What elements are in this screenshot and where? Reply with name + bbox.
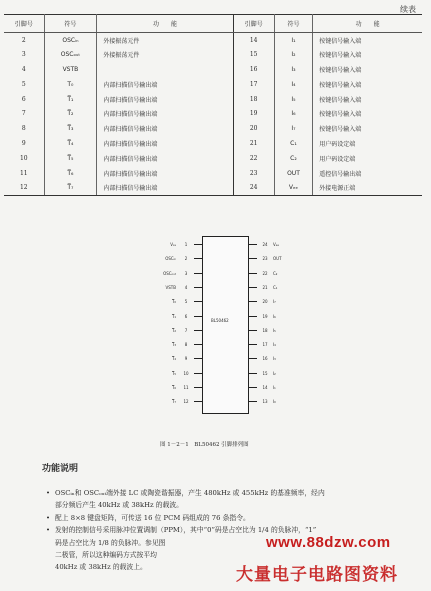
pin-number-cell: 15 [233,47,274,62]
description-line: 部分频后产生 40kHz 或 38kHz 的载波。 [55,501,183,510]
pin-number-cell: 2 [4,33,44,48]
pin-number: 9 [184,356,188,362]
pin-number: 8 [184,342,188,348]
pin-lead [194,301,202,302]
pin-number-cell: 22 [233,151,274,166]
pin-label: VSTB [165,284,176,290]
description-line: 发射的控制信号采用脉冲位置调制（PPM），其中“0”码是占空比为 1/4 的负脉冲，“1” [55,526,317,535]
chip-pin-right [249,298,309,305]
function-cell: 内部扫描信号输出端 [97,136,233,151]
function-cell: 内部扫描信号输出端 [97,106,233,121]
pin-number: 3 [184,270,188,276]
pin-number: 18 [262,327,268,333]
pin-label: I₆ [273,313,276,319]
symbol-cell: T₀ [44,77,97,92]
bullet: • [46,526,51,535]
chip-pin-left [142,270,202,277]
col-pin-number-2: 引脚号 [233,15,274,33]
pin-lead [249,244,257,245]
chip-pin-right [249,355,309,362]
description-line: 配上 8×8 键盘矩阵，可传送 16 位 PCM 码组成的 76 条指令。 [55,513,250,522]
pin-lead [194,330,202,331]
pin-lead [194,401,202,402]
pin-label: T̅₆ [171,385,176,390]
pin-label: I₁ [273,385,276,390]
pin-label: C₂ [273,270,278,276]
symbol-cell: I₄ [274,77,312,92]
table-row [4,151,422,166]
col-pin-number: 引脚号 [4,15,44,33]
function-cell: 内部扫描信号输出端 [97,151,233,166]
pin-function-table [4,14,422,196]
chip-label: BL50462 [211,318,229,323]
pin-label: Vₛₛ [170,242,176,247]
pin-number: 7 [184,327,188,333]
symbol-cell: I₂ [274,47,312,62]
symbol-cell: T̅₆ [44,166,97,181]
pin-lead [249,287,257,288]
watermark-text: 大量电子电路图资料 [236,565,398,585]
description-item [46,512,428,524]
pin-number: 11 [183,385,189,390]
table-row [4,92,422,107]
pin-number: 24 [262,242,268,247]
function-cell: 按键信号输入端 [319,111,362,119]
function-cell: 按键信号输入端 [319,52,362,60]
pin-number-cell: 11 [4,166,44,181]
pin-number: 19 [262,313,268,319]
table-header-row [4,15,422,33]
pin-number-cell: 5 [4,77,44,92]
pin-lead [194,358,202,359]
pin-number-cell: 12 [4,180,44,195]
pin-label: I₇ [273,299,276,305]
pin-label: T̅₅ [171,370,176,376]
symbol-cell: T̅₄ [44,136,97,151]
pin-number-cell: 8 [4,121,44,136]
pin-number-cell: 16 [233,62,274,77]
pin-label: OSCₒᵤₜ [163,270,176,276]
pin-lead [194,244,202,245]
pin-lead [194,373,202,374]
pin-label: I₂ [273,370,276,376]
pin-number-cell: 6 [4,92,44,107]
chip-pin-left [142,298,202,305]
pin-number-cell: 21 [233,136,274,151]
pin-label: T̅₂ [171,327,176,333]
symbol-cell: T̅₇ [44,180,97,195]
chip-pin-left [142,284,202,291]
description-line: 二极管，所以这种编码方式按平均 [55,551,157,560]
table-row [4,180,422,195]
pin-number-cell: 18 [233,92,274,107]
chip-pin-left [142,341,202,348]
chip-pin-right [249,370,309,377]
pin-label: T̅₄ [171,356,176,362]
chip-body [202,236,249,414]
chip-pin-left [142,255,202,262]
col-function-2: 功 能 [313,15,422,33]
pin-label: T̅₃ [171,342,176,348]
symbol-cell: C₁ [274,136,312,151]
function-cell: 内部扫描信号输出端 [97,92,233,107]
symbol-cell: OUT [274,166,312,181]
pin-number: 16 [262,356,268,362]
symbol-cell: I₅ [274,92,312,107]
chip-pin-right [249,384,309,391]
pin-label: I₅ [273,327,276,333]
continued-label: 续表 [400,5,416,14]
pin-number: 15 [262,370,268,376]
pin-label: I₃ [273,356,276,362]
pin-lead [194,344,202,345]
symbol-cell: T̅₂ [44,106,97,121]
chip-pin-right [249,398,309,405]
watermark-url: www.88dzw.com [266,534,391,551]
symbol-cell: I₁ [274,33,312,48]
symbol-cell: I₇ [274,121,312,136]
pin-number: 12 [183,399,189,405]
chip-pin-right [249,241,309,248]
chip-pin-left [142,241,202,248]
pin-number: 10 [183,370,189,376]
description-line: 40kHz 或 38kHz 的载波上。 [55,563,147,572]
pin-number: 4 [184,284,188,290]
pin-label: T̅₁ [171,313,176,319]
symbol-cell: T̅₃ [44,121,97,136]
table-body [4,33,422,196]
function-cell: 内部扫描信号输出端 [97,180,233,195]
pin-lead [194,316,202,317]
description-line: OSCᵢₙ和 OSCₒᵤₜ端外接 LC 或陶瓷谐振器，产生 480kHz 或 455kHz 的基准频率，经内 [55,489,325,497]
pin-number-cell: 14 [233,33,274,48]
description-item [46,487,428,512]
function-cell: 内部扫描信号输出端 [97,77,233,92]
table-row [4,121,422,136]
col-symbol-2: 符号 [274,15,312,33]
pin-number: 22 [262,270,268,276]
symbol-cell: I₆ [274,106,312,121]
pin-number-cell: 10 [4,151,44,166]
table-row [4,166,422,181]
table-row [4,62,422,77]
bullet: • [46,513,51,522]
function-cell: 外接振荡元件 [97,47,233,62]
table-row [4,136,422,151]
function-cell [97,62,233,77]
col-function: 功 能 [97,15,233,33]
pin-number: 2 [184,256,188,262]
chip-pin-right [249,255,309,262]
pin-number-cell: 20 [233,121,274,136]
chip-pin-left [142,384,202,391]
pin-lead [249,301,257,302]
function-cell: 内部扫描信号输出端 [97,121,233,136]
symbol-cell: T̅₁ [44,92,97,107]
pin-lead [194,387,202,388]
pin-number: 20 [262,299,268,305]
pin-number-cell: 24 [233,180,274,195]
pin-lead [194,273,202,274]
symbol-cell: OSCₒᵤₜ [44,47,97,62]
pin-label: Vₑₑ [273,242,280,247]
chip-pin-right [249,341,309,348]
figure-caption: 图 1－2－1 BL50462 引脚排列图 [160,442,249,448]
function-cell: 按键信号输入端 [319,66,362,74]
function-cell: 按键信号输入端 [319,37,362,45]
function-cell: 按键信号输入端 [319,81,362,89]
pin-lead [194,287,202,288]
pin-lead [249,401,257,402]
pin-number: 21 [262,284,268,290]
bullet: • [46,489,51,497]
function-cell: 外接电源正端 [313,180,422,195]
pin-lead [249,258,257,259]
symbol-cell: T̅₅ [44,151,97,166]
description-line: 码是占空比为 1/8 的负脉冲。参见图 [55,538,166,547]
pin-label: I₀ [273,399,276,405]
table-row [4,33,422,48]
function-cell: 按键信号输入端 [319,126,362,134]
pin-lead [249,373,257,374]
function-cell: 用户码设定端 [319,155,356,163]
pin-number-cell: 17 [233,77,274,92]
col-symbol: 符号 [44,15,97,33]
chip-pin-left [142,327,202,334]
symbol-cell: Vₑₑ [274,180,312,195]
pin-label: T̅₀ [171,299,176,305]
pin-label: OUT [273,256,282,262]
pin-number: 14 [262,385,268,390]
section-title: 功能说明 [42,464,79,474]
function-cell: 按键信号输入端 [319,96,362,104]
pin-label: I₄ [273,342,276,348]
table-row [4,77,422,92]
table-row [4,47,422,62]
pin-label: C₁ [273,284,278,290]
pin-number: 13 [262,399,268,405]
chip-pin-left [142,370,202,377]
function-cell: 外接振荡元件 [97,33,233,48]
pin-lead [249,358,257,359]
symbol-cell: I₃ [274,62,312,77]
chip-pin-right [249,284,309,291]
pin-number: 6 [184,313,188,319]
pin-lead [249,344,257,345]
pin-number: 17 [262,342,268,348]
pin-lead [249,316,257,317]
pin-number-cell: 4 [4,62,44,77]
symbol-cell: OSCᵢₙ [44,33,97,48]
pin-number: 1 [184,242,188,247]
pin-number-cell: 3 [4,47,44,62]
pin-number: 5 [184,299,188,305]
function-cell: 遥控信号输出端 [319,170,362,178]
chip-pin-left [142,398,202,405]
pin-number-cell: 7 [4,106,44,121]
pin-lead [249,330,257,331]
pin-number-cell: 23 [233,166,274,181]
pin-lead [194,258,202,259]
pin-number: 23 [262,256,268,262]
chip-pin-left [142,313,202,320]
function-cell: 用户码设定端 [319,140,356,148]
symbol-cell: C₂ [274,151,312,166]
pin-number-cell: 19 [233,106,274,121]
pin-label: OSCᵢₙ [165,256,176,262]
chip-pin-right [249,313,309,320]
symbol-cell: VSTB [44,62,97,77]
chip-pin-right [249,327,309,334]
table-row [4,106,422,121]
pin-lead [249,273,257,274]
pin-number-cell: 9 [4,136,44,151]
chip-pin-left [142,355,202,362]
pin-lead [249,387,257,388]
pin-label: T̅₇ [171,399,176,405]
function-cell: 内部扫描信号输出端 [97,166,233,181]
chip-pin-right [249,270,309,277]
